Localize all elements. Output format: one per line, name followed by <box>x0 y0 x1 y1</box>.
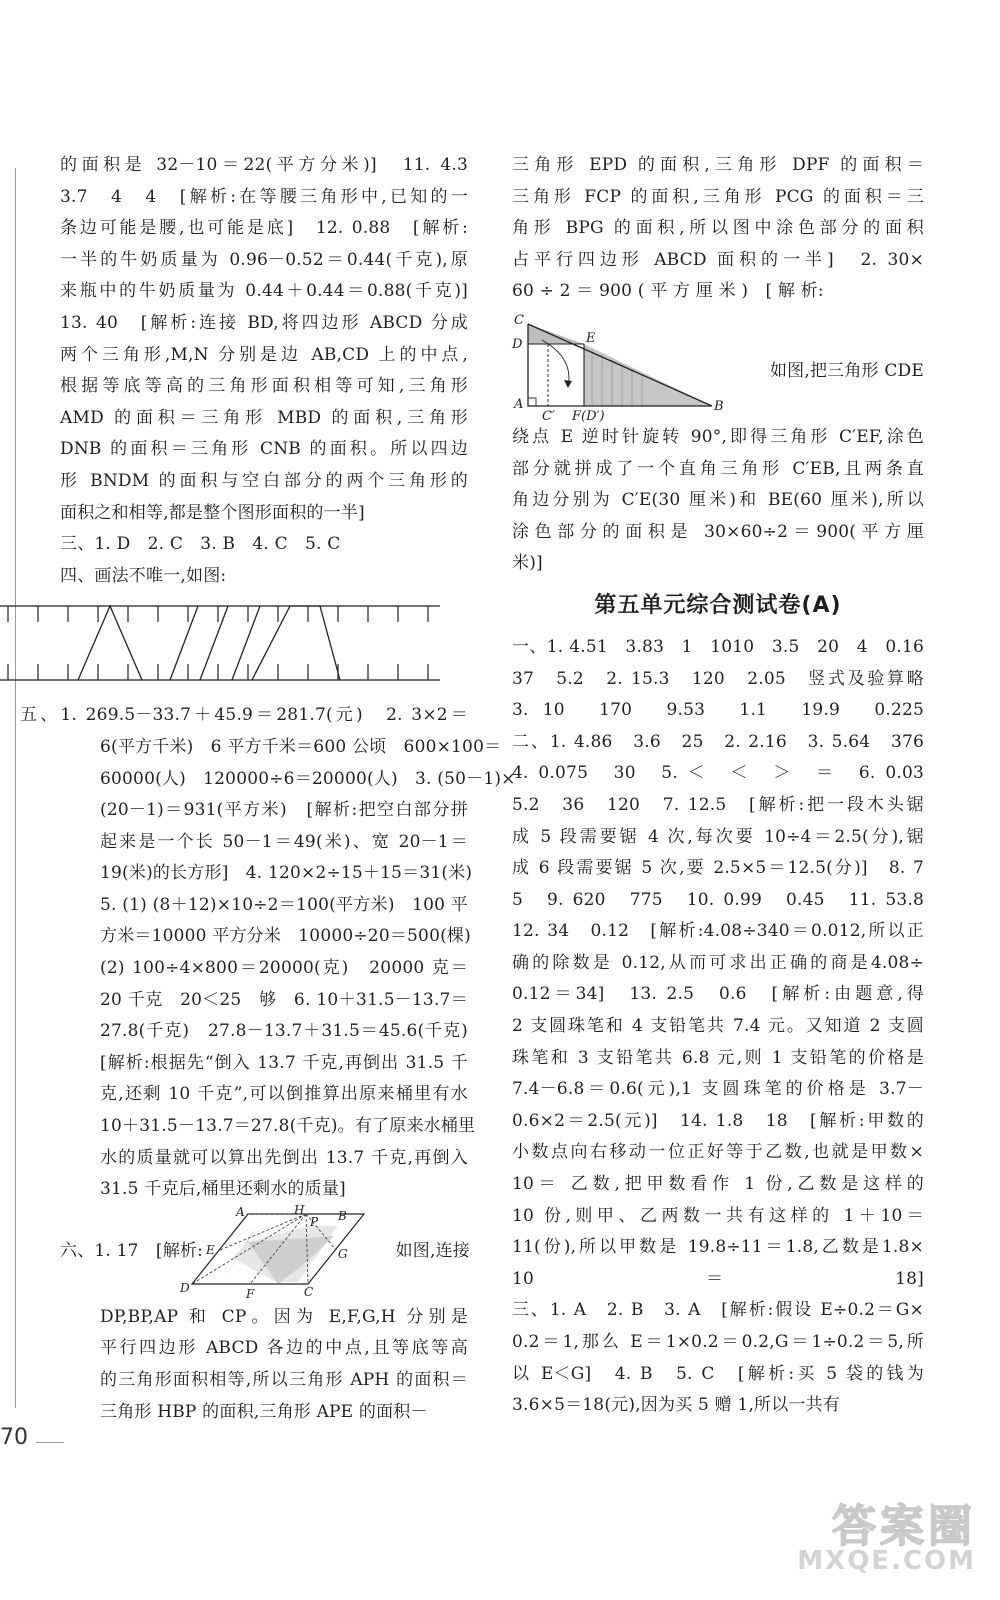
slanted-line-2 <box>200 606 228 680</box>
text-line: 三角形 HBP 的面积,三角形 APE 的面积－ <box>100 1401 428 1422</box>
text-line: 珠笔和 3 支铅笔共 6.8 元,则 1 支铅笔的价格是 <box>512 1047 924 1068</box>
text-line: 10 份,则甲、乙两数一共有这样的 1＋10＝ <box>512 1205 924 1226</box>
text-line: 的三角形面积相等,所以三角形 APH 的面积＝ <box>100 1370 468 1390</box>
text-line: 二、1. 4.86 3.6 25 2. 2.16 3. 5.64 376 <box>512 731 924 752</box>
section-6-lead: 六、1. 17 [解析: <box>60 1240 204 1261</box>
text-line: 涂色部分的面积是 30×60÷2＝900(平方厘 <box>512 521 924 542</box>
label-D: D <box>512 336 523 352</box>
text-line: [解析:根据先“倒入 13.7 千克,再倒出 31.5 千 <box>100 1052 468 1073</box>
text-line: 2 支圆珠笔和 4 支铅笔共 7.4 元。又知道 2 支圆 <box>512 1016 924 1037</box>
text-line: 两个三角形,M,N 分别是边 AB,CD 上的中点, <box>60 344 468 365</box>
text-line: (20－1)＝931(平方米) [解析:把空白部分拼 <box>100 800 468 821</box>
text-line: 60000(人) 120000÷6＝20000(人) 3. (50－1)× <box>100 768 516 789</box>
label-G: G <box>338 1246 348 1261</box>
text-line: DP,BP,AP 和 CP。因为 E,F,G,H 分别是 <box>100 1306 468 1327</box>
text-line: 绕点 E 逆时针旋转 90°,即得三角形 C′EF,涂色 <box>512 426 924 447</box>
text-line: 12. 34 0.12 [解析:4.08÷340＝0.012,所以正 <box>512 921 924 942</box>
text-line: 19(米)的长方形] 4. 120×2÷15＋15＝31(米) <box>100 863 473 884</box>
text-line: 一、1. 4.51 3.83 1 1010 3.5 20 4 0.16 <box>512 636 924 657</box>
text-line: 3.7 4 4 [解析:在等腰三角形中,已知的一 <box>60 186 468 207</box>
label-B: B <box>714 398 724 414</box>
text-line: 以 E＜G] 4. B 5. C [解析:买 5 袋的钱为 <box>512 1363 924 1384</box>
label-E: E <box>206 1242 215 1257</box>
text-line: 11(份),所以甲数是 19.8÷11＝1.8,乙数是1.8× <box>512 1237 924 1258</box>
text-line: (2) 100÷4×800＝20000(克) 20000 克＝ <box>100 958 468 979</box>
text-line: DNB 的面积＝三角形 CNB 的面积。所以四边 <box>60 439 468 460</box>
unit-five-test-heading: 第五单元综合测试卷(A) <box>594 592 842 618</box>
label-A: A <box>514 396 524 412</box>
drawn-shapes <box>78 606 340 680</box>
text-line: 5.2 36 120 7. 12.5 [解析:把一段木头锯 <box>512 794 924 815</box>
text-line: 形 BNDM 的面积与空白部分的两个三角形的 <box>60 470 468 491</box>
right-column <box>512 150 924 1422</box>
text-line: 60 ÷ 2 ＝ 900 ( 平 方 厘 米 ) [ 解 析: <box>512 281 824 302</box>
label-C: C <box>304 1284 314 1299</box>
text-line: 10＝18] <box>512 1268 924 1289</box>
text-line: 的面积是 32－10＝22(平方分米)] 11. 4.3 <box>60 155 468 175</box>
label-C-top: C <box>514 312 524 328</box>
text-line: 4. 0.075 30 5. ＜ ＜ ＞ ＝ 6. 0.03 <box>512 763 924 784</box>
section-6-tail: 如图,连接 <box>395 1240 470 1261</box>
text-line: 角形 BPG 的面积,所以图中涂色部分的面积 <box>512 218 924 239</box>
page-number-rule <box>36 1442 64 1443</box>
left-answer-block-6 <box>60 1302 468 1428</box>
slanted-line-1 <box>170 606 198 680</box>
left-column <box>20 150 516 1428</box>
text-line: 米)] <box>512 553 543 574</box>
text-line: 小数点向右移动一位正好等于乙数,也就是甲数× <box>512 1142 924 1163</box>
text-line: 3.6×5＝18(元),因为买 5 赠 1,所以一共有 <box>512 1395 841 1416</box>
text-line: 五、1. 269.5－33.7＋45.9＝281.7(元) 2. 3×2＝ <box>20 705 468 726</box>
watermark-logo <box>766 1490 976 1580</box>
text-line: 13. 40 [解析:连接 BD,将四边形 ABCD 分成 <box>60 312 468 333</box>
right-answer-block-1 <box>512 150 924 308</box>
text-line: 成 5 段需要锯 4 次,每次要 10÷4＝2.5(分),锯 <box>512 826 924 847</box>
text-line: 3. 10 170 9.53 1.1 19.9 0.225 <box>512 700 924 721</box>
text-line: 部分就拼成了一个直角三角形 C′EB,且两条直 <box>512 458 924 479</box>
text-line: AMD 的面积＝三角形 MBD 的面积,三角形 <box>60 407 468 428</box>
bottom-tick-marks <box>8 664 428 680</box>
text-line: 克,还剩 10 千克”,可以倒推算出原来桶里有水 <box>100 1084 468 1105</box>
text-line: 三角形 EPD 的面积,三角形 DPF 的面积＝ <box>512 155 924 175</box>
text-line: 角边分别为 C′E(30 厘米)和 BE(60 厘米),所以 <box>512 490 924 511</box>
text-line: 一半的牛奶质量为 0.96－0.52＝0.44(千克),原 <box>60 249 468 270</box>
left-answer-block-5 <box>20 700 516 1206</box>
label-F-D-prime: F(D′) <box>572 408 605 424</box>
slanted-line-3 <box>232 606 260 680</box>
text-line: 5. (1) (8＋12)×10÷2＝100(平方米) 100 平 <box>100 894 468 915</box>
figure-caption: 如图,把三角形 CDE <box>769 360 924 381</box>
section-3-answers: 三、1. D 2. C 3. B 4. C 5. C <box>60 534 341 555</box>
label-C-prime: C′ <box>542 408 555 424</box>
text-line: 37 5.2 2. 15.3 120 2.05 竖式及验算略 <box>512 668 924 689</box>
watermark-domain-text: MXQE.COM <box>797 1546 976 1576</box>
label-P: P <box>310 1214 319 1229</box>
top-tick-marks <box>8 606 428 622</box>
text-line: 10＝ 乙数,把甲数看作 1 份,乙数是这样的 <box>512 1174 924 1195</box>
parallelogram-figure <box>178 1202 348 1302</box>
section-6-row <box>60 1202 470 1302</box>
text-line: 平行四边形 ABCD 各边的中点,且等底等高 <box>100 1338 468 1359</box>
text-line: 根据等底等高的三角形面积相等可知,三角形 <box>60 376 468 397</box>
text-line: 三角形 FCP 的面积,三角形 PCG 的面积＝三 <box>512 186 924 207</box>
label-B: B <box>338 1208 347 1223</box>
text-line: 5 9. 620 775 10. 0.99 0.45 11. 53.8 <box>512 889 924 910</box>
right-triangle-figure <box>512 308 742 422</box>
label-A: A <box>236 1204 245 1219</box>
text-line: 三、1. A 2. B 3. A [解析:假设 E÷0.2＝G× <box>512 1300 924 1321</box>
text-line: 0.12＝34] 13. 2.5 0.6 [解析:由题意,得 <box>512 984 924 1005</box>
watermark-main-text: 答案圈 <box>832 1501 976 1552</box>
text-line: 面积之和相等,都是整个图形面积的一半] <box>60 502 365 523</box>
text-line: 方米＝10000 平方分米 10000÷20＝500(棵) <box>100 926 471 947</box>
label-D: D <box>180 1280 190 1295</box>
left-answer-block-1 <box>60 150 468 529</box>
text-line: 7.4－6.8＝0.6(元),1 支圆珠笔的价格是 3.7－ <box>512 1079 924 1100</box>
triangle-figure-row <box>512 308 924 422</box>
text-line: 确的除数是 0.12,从而可求出正确的商是4.08÷ <box>512 952 924 973</box>
zigzag-lines-figure <box>20 594 430 694</box>
text-line: 起来是一个长 50－1＝49(米)、宽 20－1＝ <box>100 831 468 852</box>
text-line: 0.2＝1,那么 E＝1×0.2＝0.2,G＝1÷0.2＝5,所 <box>512 1332 924 1352</box>
label-E: E <box>586 330 596 346</box>
text-line: 成 6 段需要锯 5 次,要 2.5×5＝12.5(分)] 8. 7 <box>512 858 924 879</box>
label-H: H <box>294 1202 305 1217</box>
section-4-intro: 四、画法不唯一,如图: <box>60 565 227 586</box>
text-line: 6(平方千米) 6 平方千米＝600 公顷 600×100＝ <box>100 736 502 757</box>
text-line: 0.6×2＝2.5(元)] 14. 1.8 18 [解析:甲数的 <box>512 1110 924 1131</box>
text-line: 31.5 千克后,桶里还剩水的质量] <box>100 1179 346 1200</box>
right-answer-block-3 <box>512 632 924 1422</box>
text-line: 条边可能是腰,也可能是底] 12. 0.88 [解析: <box>60 218 468 239</box>
text-line: 占平行四边形 ABCD 面积的一半] 2. 30× <box>512 249 924 270</box>
left-margin-rule <box>15 168 16 1408</box>
page-number: 70 <box>0 1425 28 1450</box>
text-line: 10＋31.5－13.7＝27.8(千克)。有了原来水桶里 <box>100 1116 476 1137</box>
text-line: 来瓶中的牛奶质量为 0.44＋0.44＝0.88(千克)] <box>60 281 468 302</box>
text-line: 20 千克 20＜25 够 6. 10＋31.5－13.7＝ <box>100 989 468 1010</box>
triangle-shape <box>78 606 142 680</box>
text-line: 27.8(千克) 27.8－13.7＋31.5＝45.6(千克) <box>100 1021 468 1042</box>
trapezoid-shape <box>252 606 340 680</box>
label-F: F <box>246 1286 255 1301</box>
right-answer-block-2 <box>512 422 924 580</box>
text-line: 水的质量就可以算出先倒出 13.7 千克,再倒入 <box>100 1147 468 1168</box>
